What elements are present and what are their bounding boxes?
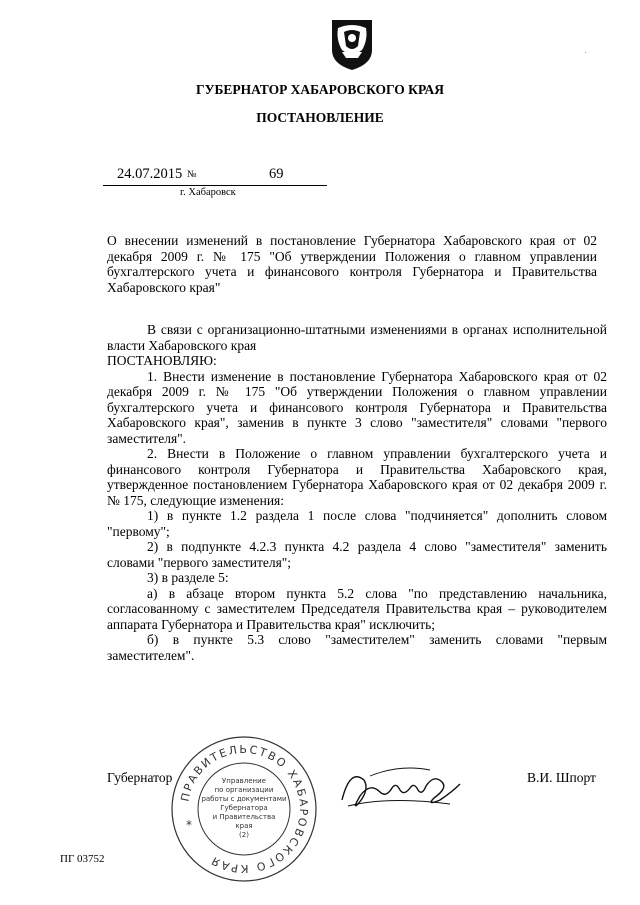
form-code: ПГ 03752 bbox=[60, 853, 105, 865]
svg-text:Губернатора: Губернатора bbox=[220, 804, 268, 812]
city: г. Хабаровск bbox=[180, 187, 236, 198]
svg-text:края: края bbox=[235, 822, 253, 830]
clause-1: 1. Внести изменение в постановление Губернатора Хабаровского края от 02 декабря 2009 г. № 175 "Об утверждении Положения о главном управлении бухгалтерского учета и финансового контроля Губернатора и Правительства Хабаровского края", заменив в пункте 3 слово "заместителя" словами "первого заместителя". bbox=[107, 368, 607, 446]
svg-text:(2): (2) bbox=[239, 831, 249, 839]
issuer-title: ГУБЕРНАТОР ХАБАРОВСКОГО КРАЯ bbox=[196, 82, 444, 97]
handwritten-signature bbox=[330, 760, 470, 820]
registration-line bbox=[103, 166, 327, 186]
resolve-word: ПОСТАНОВЛЯЮ: bbox=[107, 353, 217, 368]
svg-text:и Правительства: и Правительства bbox=[212, 813, 276, 821]
signatory-position: Губернатор bbox=[107, 770, 173, 785]
coat-of-arms-icon bbox=[328, 14, 376, 72]
signatory-name: В.И. Шпорт bbox=[527, 770, 596, 785]
document-date: 24.07.2015 bbox=[117, 166, 183, 182]
svg-text:ПРАВИТЕЛЬСТВО ХАБАРОВСКОГО КРА: ПРАВИТЕЛЬСТВО ХАБАРОВСКОГО КРАЯ bbox=[178, 742, 311, 876]
clause-2-2: 2) в подпункте 4.2.3 пункта 4.2 раздела 4 слово "заместителя" заменить словами "первого заместителя"; bbox=[107, 539, 607, 570]
svg-text:работы с документами: работы с документами bbox=[201, 795, 287, 803]
scan-speck bbox=[585, 52, 586, 53]
clause-2: 2. Внести в Положение о главном управлении бухгалтерского учета и финансового контроля Губернатора и Правительства Хабаровского края, утвержденное постановлением Губернатора Хабаровского края от 02 декабря 2009 г. № 175, следующие изменения: bbox=[107, 446, 607, 508]
svg-text:*: * bbox=[186, 818, 192, 832]
clause-2-1: 1) в пункте 1.2 раздела 1 после слова "подчиняется" дополнить словом "первому"; bbox=[107, 508, 607, 539]
document-type: ПОСТАНОВЛЕНИЕ bbox=[256, 110, 384, 125]
number-sign: № bbox=[187, 169, 197, 180]
document-number: 69 bbox=[269, 166, 284, 182]
document-body bbox=[107, 322, 607, 663]
official-stamp bbox=[168, 733, 320, 885]
document-subject: О внесении изменений в постановление Губернатора Хабаровского края от 02 декабря 2009 г. № 175 "Об утверждении Положения о главном управлении бухгалтерского учета и финансового контроля Губернатора и Правительства Хабаровского края" bbox=[107, 233, 597, 295]
svg-text:по организации: по организации bbox=[214, 786, 274, 794]
clause-2-3-a: а) в абзаце втором пункта 5.2 слова "по представлению начальника, согласованному с заместителем Председателя Правительства края – руководителем аппарата Губернатора и Правительства края" исключить; bbox=[107, 585, 607, 632]
svg-text:Управление: Управление bbox=[222, 777, 266, 785]
clause-2-3-b: б) в пункте 5.3 слово "заместителем" заменить словами "первым заместителем". bbox=[107, 632, 607, 663]
clause-2-3: 3) в разделе 5: bbox=[147, 570, 229, 585]
preamble: В связи с организационно-штатными изменениями в органах исполнительной власти Хабаровского края bbox=[107, 322, 607, 353]
